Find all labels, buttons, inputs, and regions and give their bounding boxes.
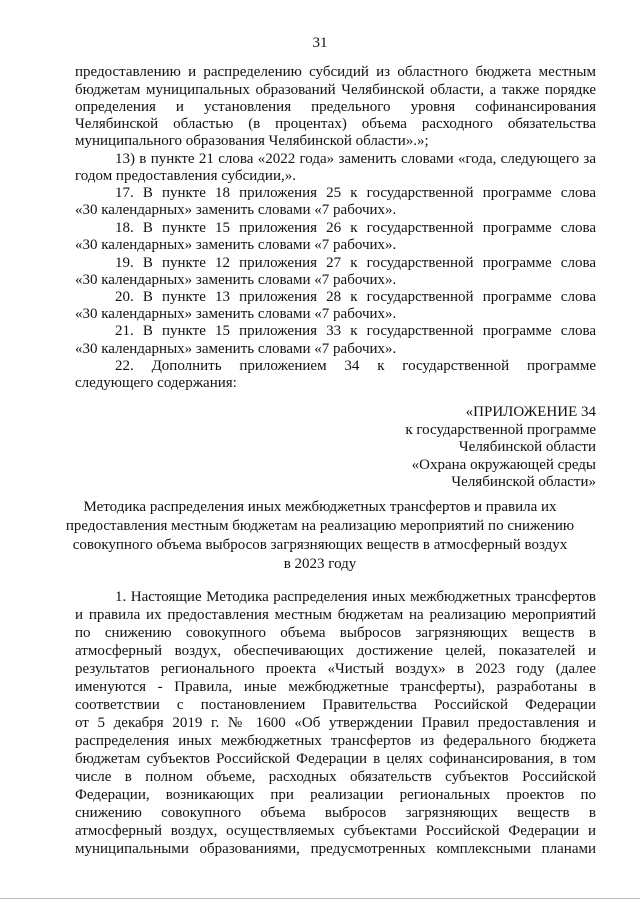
text-line: Федерации, возникающих при реализации региональных проектов по [75, 787, 596, 803]
text-line: 21. В пункте 15 приложения 33 к государственной программе слова [115, 323, 596, 339]
title-line: предоставления местным бюджетам на реализацию мероприятий по снижению [65, 518, 575, 534]
text-line: результатов регионального проекта «Чистый воздух» в 2023 году (далее [75, 661, 596, 677]
text-line: «30 календарных» заменить словами «7 рабочих». [75, 237, 397, 253]
text-line: Челябинской областью (в процентах) объема расходного обязательства [75, 116, 596, 132]
text-line: числе в полном объеме, расходных обязательств субъектов Российской [75, 769, 596, 785]
text-line: 17. В пункте 18 приложения 25 к государственной программе слова [115, 185, 596, 201]
text-line: 22. Дополнить приложением 34 к государственной программе [115, 358, 596, 374]
text-line: атмосферный воздух, обеспечивающих достижение целей, показателей и [75, 643, 596, 659]
appendix-line: «Охрана окружающей среды [411, 457, 596, 473]
title-line: в 2023 году [283, 556, 357, 572]
appendix-line: Челябинской области» [451, 474, 596, 490]
text-line: и правила их предоставления местным бюджетам на реализацию мероприятий [75, 607, 596, 623]
text-line: атмосферный воздух, осуществляемых субъектами Российской Федерации и [75, 823, 596, 839]
text-line: снижению совокупного объема выбросов загрязняющих веществ в [75, 805, 596, 821]
appendix-line: Челябинской области [458, 439, 596, 455]
appendix-line: «ПРИЛОЖЕНИЕ 34 [465, 404, 596, 420]
text-line: следующего содержания: [75, 375, 237, 391]
text-line: 13) в пункте 21 слова «2022 года» заменить словами «года, следующего за [115, 151, 596, 167]
text-line: именуются - Правила, иные межбюджетные трансферты), разработаны в [75, 679, 596, 695]
appendix-line: к государственной программе [405, 422, 596, 438]
title-line: совокупного объема выбросов загрязняющих веществ в атмосферный воздух [72, 537, 568, 553]
title-line: Методика распределения иных межбюджетных трансфертов и правила их [83, 499, 557, 515]
text-line: муниципального образования Челябинской области».»; [75, 133, 429, 149]
text-line: распределения иных межбюджетных трансфертов из федерального бюджета [75, 733, 596, 749]
text-line: бюджетам субъектов Российской Федерации в целях софинансирования, в том [75, 751, 596, 767]
text-line: 20. В пункте 13 приложения 28 к государственной программе слова [115, 289, 596, 305]
text-line: определения и установления предельного уровня софинансирования [75, 99, 596, 115]
text-line: от 5 декабря 2019 г. № 1600 «Об утверждении Правил предоставления и [75, 715, 596, 731]
text-line: предоставлению и распределению субсидий из областного бюджета местным [75, 64, 596, 80]
text-line: «30 календарных» заменить словами «7 рабочих». [75, 341, 397, 357]
text-line: «30 календарных» заменить словами «7 рабочих». [75, 306, 397, 322]
text-line: 19. В пункте 12 приложения 27 к государственной программе слова [115, 255, 596, 271]
text-line: 18. В пункте 15 приложения 26 к государственной программе слова [115, 220, 596, 236]
scan-edge-divider [0, 898, 640, 899]
text-line: муниципальными образованиями, предусмотренных комплексными планами [75, 841, 596, 857]
text-line: соответствии с постановлением Правительства Российской Федерации [75, 697, 596, 713]
text-line: годом предоставления субсидии,». [75, 168, 296, 184]
text-line: по снижению совокупного объема выбросов загрязняющих веществ в [75, 625, 596, 641]
text-line: «30 календарных» заменить словами «7 рабочих». [75, 272, 397, 288]
text-line: бюджетам муниципальных образований Челябинской области, а также порядке [75, 82, 596, 98]
page-number: 31 [312, 35, 328, 51]
text-line: «30 календарных» заменить словами «7 рабочих». [75, 202, 397, 218]
text-line: 1. Настоящие Методика распределения иных межбюджетных трансфертов [115, 589, 596, 605]
